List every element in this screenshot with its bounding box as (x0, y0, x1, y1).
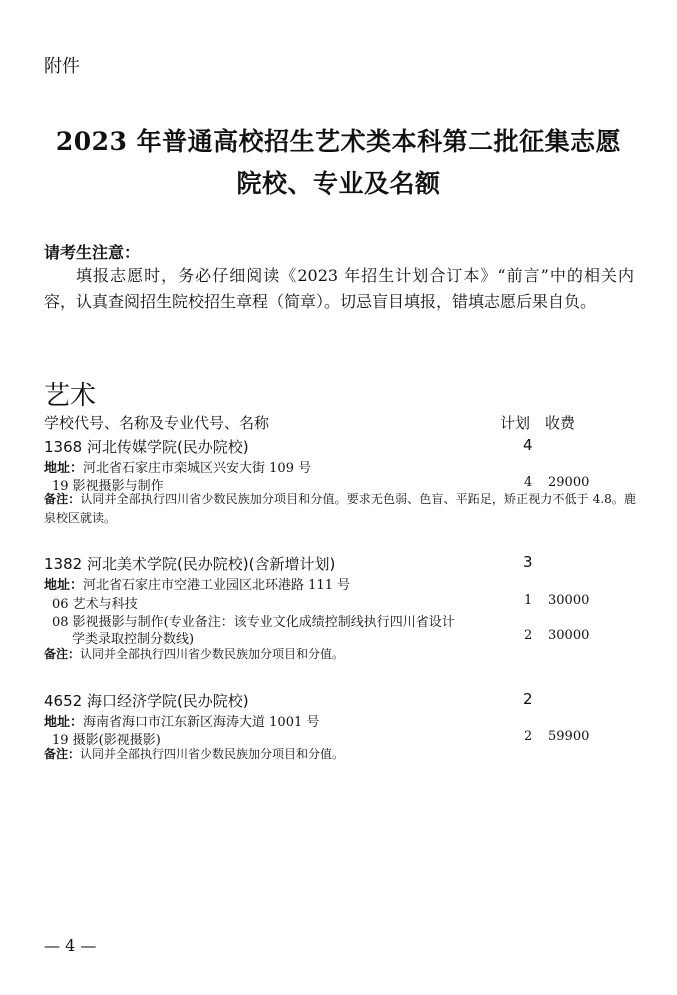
page-title-line2: 院校、专业及名额 (236, 169, 441, 198)
column-header-name: 学校代号、名称及专业代号、名称 (44, 414, 270, 432)
notice-label: 请考生注意： (44, 243, 141, 262)
major-plan: 1 (524, 593, 533, 608)
address-label: 地址： (44, 578, 84, 593)
school-name: 1368 河北传媒学院(民办院校) (44, 438, 249, 456)
major-name: 19 影视摄影与制作 (52, 479, 164, 494)
school-address (44, 574, 350, 593)
school-name: 1382 河北美术学院(民办院校)(含新增计划) (44, 555, 336, 573)
page-title-line1: 2023 年普通高校招生艺术类本科第二批征集志愿 (55, 127, 622, 156)
notice-body: 填报志愿时，务必仔细阅读《2023 年招生计划合订本》“前言”中的相关内容，认真查阅招生院校招生章程（简章）。切忌盲目填报，错填志愿后果自负。 (44, 266, 634, 311)
major-fee: 30000 (548, 593, 590, 608)
school-address (44, 711, 319, 730)
school-plan-total: 2 (523, 690, 533, 708)
major-name: 08 影视摄影与制作(专业备注：该专业文化成绩控制线执行四川省设计 (52, 615, 455, 630)
school-note (44, 490, 636, 528)
note-label: 备注： (44, 647, 81, 661)
school-note (44, 645, 636, 664)
major-fee: 30000 (548, 628, 590, 643)
major-fee: 59900 (548, 729, 590, 744)
note-value: 认同并全部执行四川省少数民族加分项目和分值。要求无色弱、色盲、平跖足，矫正视力不低于 4.8。鹿泉校区就读。 (44, 492, 636, 525)
address-value: 海南省海口市江东新区海涛大道 1001 号 (83, 715, 320, 730)
note-value: 认同并全部执行四川省少数民族加分项目和分值。 (80, 747, 345, 761)
school-name: 4652 海口经济学院(民办院校) (44, 692, 249, 710)
major-name-continued: 学类录取控制分数线) (72, 632, 195, 647)
school-note (44, 745, 636, 764)
attachment-label: 附件 (44, 56, 80, 77)
major-plan: 4 (524, 475, 533, 490)
major-fee: 29000 (548, 475, 590, 490)
school-plan-total: 3 (523, 553, 533, 571)
major-plan: 2 (524, 729, 533, 744)
note-label: 备注： (44, 492, 81, 506)
note-value: 认同并全部执行四川省少数民族加分项目和分值。 (80, 647, 345, 661)
column-header-plan: 计划 (500, 414, 531, 432)
major-name: 06 艺术与科技 (52, 597, 138, 612)
section-title: 艺术 (44, 381, 97, 411)
address-label: 地址： (44, 715, 84, 730)
page-number: — 4 — (44, 936, 97, 955)
column-header-fee: 收费 (545, 414, 576, 432)
school-address (44, 457, 311, 476)
note-label: 备注： (44, 747, 81, 761)
address-label: 地址： (44, 461, 84, 476)
major-name: 19 摄影(影视摄影) (52, 733, 161, 748)
major-plan: 2 (524, 628, 533, 643)
school-plan-total: 4 (523, 436, 533, 454)
address-value: 河北省石家庄市空港工业园区北环港路 111 号 (83, 578, 351, 593)
address-value: 河北省石家庄市栾城区兴安大街 109 号 (83, 461, 312, 476)
